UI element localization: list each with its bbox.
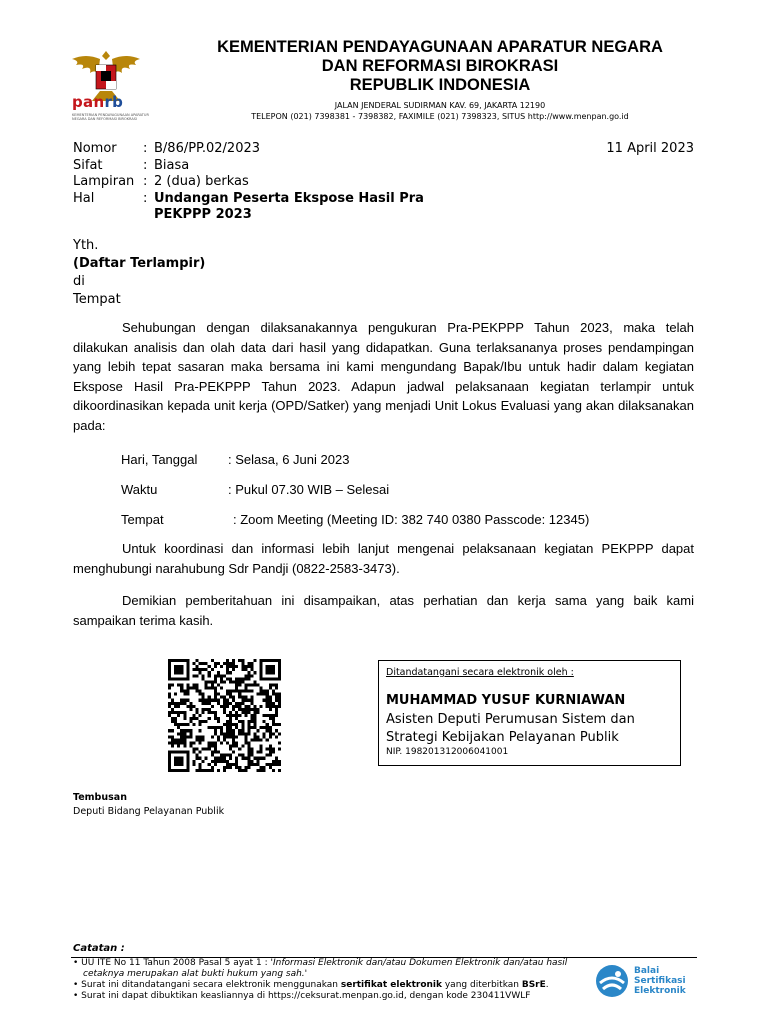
signer-position: Asisten Deputi Perumusan Sistem dan Strategi Kebijakan Pelayanan Publik [386, 712, 635, 745]
signature-note: Ditandatangani secara elektronik oleh : [386, 667, 574, 678]
letter-meta [73, 141, 454, 224]
schedule-row-place: Tempat : Zoom Meeting (Meeting ID: 382 740 0380 Passcode: 12345) [121, 512, 590, 527]
body-paragraph-1: Sehubungan dengan dilaksanakannya pengukuran Pra-PEKPPP Tahun 2023, maka telah dilakukan analisis dan olah data dari hasil yang didapatkan. Guna terlaksananya proses pendampingan yang lebih tepat sasaran maka bersama ini kami mengundang Bapak/Ibu untuk hadir dalam kegiatan Ekspose Hasil Pra-PEKPPP Tahun 2023. Adapun jadwal pelaksanaan kegiatan terlampir untuk dikoordinasikan kepada unit kerja (OPD/Satker) yang menjadi Unit Lokus Evaluasi yang akan dilaksanakan pada: [73, 320, 694, 433]
logo-subtext: KEMENTERIAN PENDAYAGUNAAN APARATUR NEGARA DAN REFORMASI BIROKRASI [72, 113, 149, 121]
tembusan-value: Deputi Bidang Pelayanan Publik [73, 806, 225, 817]
letter-date: 11 April 2023 [606, 141, 694, 156]
footer-note-2: • Surat ini ditandatangani secara elektronik menggunakan sertifikat elektronik yang diterbitkan BSrE. [73, 980, 549, 990]
qr-code-icon [168, 659, 281, 772]
meta-row-nomor: Nomor : B/86/PP.02/2023 [73, 141, 454, 158]
letterhead-line-1: KEMENTERIAN PENDAYAGUNAAN APARATUR NEGARA [217, 38, 663, 56]
tembusan-heading: Tembusan [73, 792, 127, 803]
panrb-logo: panrb [72, 93, 124, 111]
letter-number: B/86/PP.02/2023 [154, 141, 261, 156]
bsre-logo-icon [594, 963, 632, 999]
recipient-list: (Daftar Terlampir) [73, 256, 206, 271]
schedule-row-day: Hari, Tanggal : Selasa, 6 Juni 2023 [121, 452, 350, 467]
letterhead-address [170, 100, 710, 122]
footer-note-3: • Surat ini dapat dibuktikan keasliannya di https://ceksurat.menpan.go.id, dengan kode 230411VWLF [73, 991, 531, 1001]
footer-notes [73, 958, 593, 1002]
schedule-row-time: Waktu : Pukul 07.30 WIB – Selesai [121, 482, 390, 497]
address-line-2: TELEPON (021) 7398381 - 7398382, FAXIMILE (021) 7398323, SITUS http://www.menpan.go.id [251, 112, 629, 121]
footer-catatan: Catatan : [73, 943, 125, 954]
body-paragraph-3: Demikian pemberitahuan ini disampaikan, atas perhatian dan kerja sama yang baik kami sampaikan terima kasih. [73, 593, 694, 628]
letter-subject: Undangan Peserta Ekspose Hasil Pra PEKPPP 2023 [154, 190, 424, 222]
meta-row-hal: Hal : Undangan Peserta Ekspose Hasil Pra PEKPPP 2023 [73, 191, 454, 224]
meta-row-lampiran: Lampiran : 2 (dua) berkas [73, 174, 249, 189]
footer-note-1: • UU ITE No 11 Tahun 2008 Pasal 5 ayat 1 : 'Informasi Elektronik dan/atau Dokumen Elektronik dan/atau hasil cetaknya merupakan alat bukti hukum yang sah.' [73, 958, 568, 979]
letterhead-line-2: DAN REFORMASI BIROKRASI [321, 57, 559, 75]
meta-row-sifat: Sifat : Biasa [73, 157, 190, 173]
recipient-block: Yth. (Daftar Terlampir) di Tempat [73, 238, 206, 307]
letterhead-line-3: REPUBLIK INDONESIA [349, 76, 531, 94]
address-line-1: JALAN JENDERAL SUDIRMAN KAV. 69, JAKARTA 12190 [334, 101, 546, 110]
signer-nip: NIP. 198201312006041001 [386, 747, 509, 757]
letterhead-title [170, 38, 710, 95]
signer-name: MUHAMMAD YUSUF KURNIAWAN [386, 693, 626, 708]
body-paragraph-2: Untuk koordinasi dan informasi lebih lanjut mengenai pelaksanaan kegiatan PEKPPP dapat menghubungi narahubung Sdr Pandji (0822-2583-3473). [73, 541, 694, 576]
e-signature-box [378, 660, 681, 766]
bsre-logo-text: Balai Sertifikasi Elektronik [634, 966, 686, 996]
